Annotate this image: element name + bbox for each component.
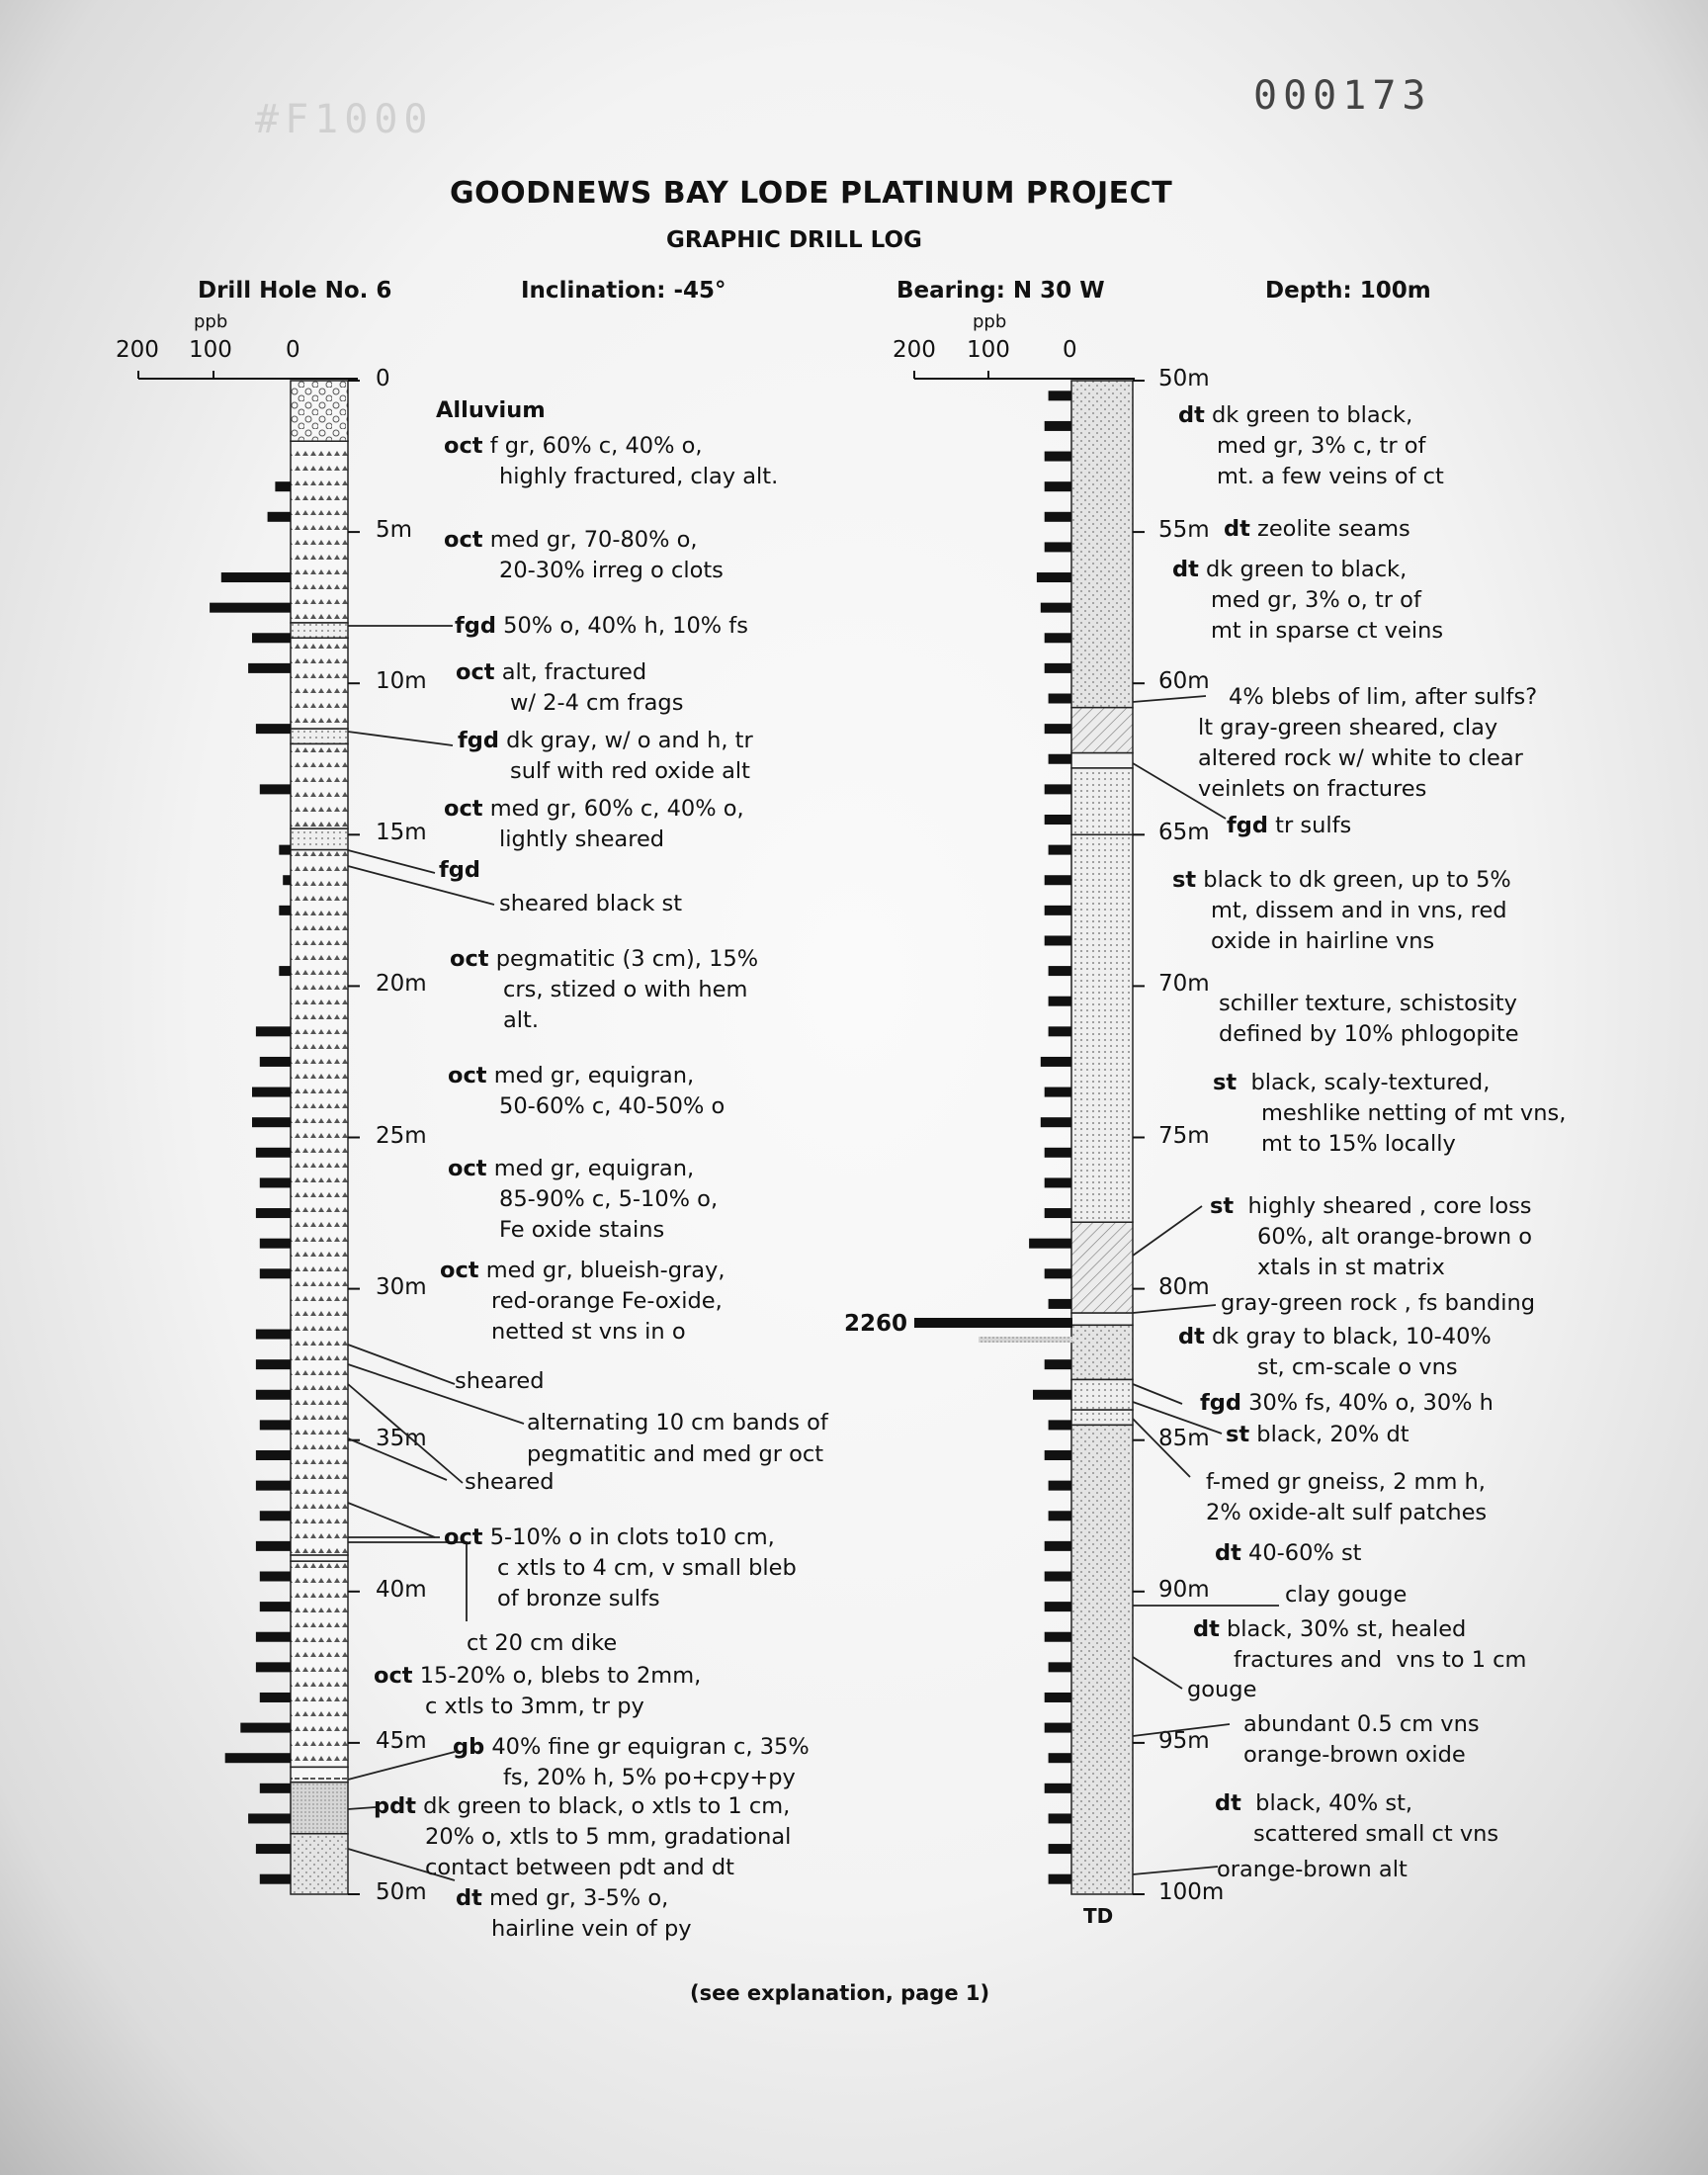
note-r-gneiss: f-med gr gneiss, 2 mm h,	[1206, 1469, 1486, 1495]
left-assay-bar-6m	[221, 572, 291, 582]
note-alternating-bands-line2: pegmatitic and med gr oct	[527, 1441, 824, 1467]
right-assay-bar-86m	[1049, 1481, 1071, 1491]
left-assay-bar-28m	[260, 1239, 291, 1249]
note-oct-8-line3: netted st vns in o	[491, 1319, 686, 1345]
td-label: TD	[1083, 1904, 1114, 1928]
right-depth-label-1: 55m	[1158, 517, 1210, 544]
right-assay-bar-84m	[1049, 1420, 1071, 1430]
note-r-dt-2: dt dk green to black,	[1172, 557, 1408, 582]
note-gb-line2: fs, 20% h, 5% po+cpy+py	[503, 1765, 796, 1790]
right-lithology-st-4	[1071, 834, 1133, 1222]
left-assay-bar-26m	[260, 1177, 291, 1187]
right-lithology-st-sheared-5	[1071, 1222, 1133, 1313]
right-depth-label-9: 95m	[1158, 1727, 1210, 1754]
right-depth-label-6: 80m	[1158, 1273, 1210, 1300]
right-assay-bar-62m	[1049, 754, 1071, 764]
right-assay-bar-53m	[1045, 481, 1071, 491]
note-r-st-2-line3: mt to 15% locally	[1261, 1131, 1456, 1157]
page-title: GOODNEWS BAY LODE PLATINUM PROJECT	[450, 176, 1173, 211]
left-lithology-oct-9	[291, 1561, 348, 1767]
right-assay-bar-93m	[1045, 1693, 1071, 1702]
note-oct-1-line2: highly fractured, clay alt.	[499, 464, 779, 489]
note-r-st-2-line2: meshlike netting of mt vns,	[1261, 1100, 1567, 1126]
note-r-st-2: st black, scaly-textured,	[1213, 1070, 1491, 1095]
bearing: Bearing: N 30 W	[897, 278, 1105, 304]
right-depth-label-7: 85m	[1158, 1425, 1210, 1451]
right-assay-bar-91m	[1045, 1632, 1071, 1642]
note-sheared-black-st: sheared black st	[499, 891, 683, 916]
left-assay-bar-35m	[256, 1450, 291, 1460]
left-assay-bar-36m	[256, 1481, 291, 1491]
right-assay-bar-69m	[1049, 966, 1071, 976]
note-r-fgd-1: fgd tr sulfs	[1227, 813, 1352, 838]
note-r-schiller: schiller texture, schistosity	[1219, 991, 1517, 1016]
left-depth-label-4: 20m	[376, 971, 427, 998]
tick-0-right: 0	[1063, 337, 1077, 363]
note-r-dt-3: dt dk gray to black, 10-40%	[1178, 1324, 1492, 1349]
right-assay-bar-85m	[1045, 1450, 1071, 1460]
left-lithology-fgd-4	[291, 729, 348, 743]
right-assay-bar-52m	[1045, 452, 1071, 462]
note-r-dt-3-line2: st, cm-scale o vns	[1257, 1354, 1458, 1380]
note-alternating-bands: alternating 10 cm bands of	[527, 1410, 828, 1436]
left-lithology-alluvium-0	[291, 381, 348, 441]
right-assay-bar-65m	[1049, 845, 1071, 855]
right-assay-bar-99m	[1049, 1874, 1071, 1884]
note-pdt-line3: contact between pdt and dt	[425, 1855, 734, 1880]
note-r-st-3-line2: 60%, alt orange-brown o	[1257, 1224, 1533, 1250]
note-fgd-1: fgd 50% o, 40% h, 10% fs	[455, 613, 748, 639]
note-sheared-2: sheared	[465, 1469, 555, 1495]
left-assay-bar-46m	[260, 1784, 291, 1793]
note-pdt: pdt dk green to black, o xtls to 1 cm,	[374, 1793, 791, 1819]
note-r-blebs: 4% blebs of lim, after sulfs?	[1229, 684, 1538, 710]
right-assay-bar-97m	[1049, 1813, 1071, 1823]
tick-200-right: 200	[893, 337, 936, 363]
right-assay-bar-82m	[1045, 1359, 1071, 1369]
note-r-dt-5-line2: fractures and vns to 1 cm	[1234, 1647, 1527, 1673]
right-assay-bar-57m	[1041, 603, 1071, 613]
right-lithology-sheared-1	[1071, 708, 1133, 753]
left-assay-bar-22m	[260, 1057, 291, 1067]
left-assay-bar-29m	[260, 1268, 291, 1278]
note-oct-8-line2: red-orange Fe-oxide,	[491, 1288, 723, 1314]
peak-assay-bar	[914, 1318, 1072, 1328]
note-oct-2-line2: 20-30% irreg o clots	[499, 558, 724, 583]
note-oct-7: oct med gr, equigran,	[448, 1156, 695, 1181]
right-assay-bar-59m	[1045, 663, 1071, 673]
note-r-gray-green: gray-green rock , fs banding	[1221, 1290, 1536, 1316]
left-depth-label-8: 40m	[376, 1576, 427, 1603]
right-depth-label-5: 75m	[1158, 1122, 1210, 1149]
left-depth-label-7: 35m	[376, 1425, 427, 1451]
left-assay-bar-45m	[225, 1753, 291, 1763]
left-assay-bar-11m	[256, 724, 291, 734]
note-r-dt-1-line3: mt. a few veins of ct	[1217, 464, 1444, 489]
page-subtitle: GRAPHIC DRILL LOG	[666, 227, 922, 253]
peak-value-label: 2260	[844, 1311, 908, 1337]
note-fgd-2-line2: sulf with red oxide alt	[510, 758, 751, 784]
note-oct-1: oct f gr, 60% c, 40% o,	[444, 433, 703, 459]
tick-100-right: 100	[967, 337, 1010, 363]
left-assay-bar-48m	[256, 1844, 291, 1854]
note-r-dt-6-line2: scattered small ct vns	[1253, 1821, 1499, 1847]
left-assay-bar-7m	[210, 603, 291, 613]
note-dt-left-line2: hairline vein of py	[491, 1916, 692, 1942]
note-r-blebs-line2: lt gray-green sheared, clay	[1198, 715, 1498, 740]
right-assay-bar-98m	[1049, 1844, 1071, 1854]
note-oct-8: oct med gr, blueish-gray,	[440, 1258, 726, 1283]
right-depth-label-2: 60m	[1158, 668, 1210, 695]
left-assay-bar-21m	[256, 1026, 291, 1036]
ppb-label-left: ppb	[194, 311, 228, 332]
right-assay-bar-68m	[1045, 935, 1071, 945]
left-assay-bar-8m	[252, 633, 291, 643]
note-oct-7-line2: 85-90% c, 5-10% o,	[499, 1186, 719, 1212]
note-oct-10: oct 15-20% o, blebs to 2mm,	[374, 1663, 702, 1689]
right-assay-bar-54m	[1045, 512, 1071, 522]
right-assay-bar-90m	[1045, 1602, 1071, 1611]
left-depth-label-10: 50m	[376, 1879, 427, 1905]
note-dt-left: dt med gr, 3-5% o,	[456, 1885, 669, 1911]
left-lithology-fgd-6	[291, 828, 348, 849]
right-assay-bars	[1029, 391, 1071, 1883]
left-lithology-oct-3	[291, 638, 348, 729]
right-lithology-dt-10	[1071, 1425, 1133, 1894]
right-assay-bar-64m	[1045, 815, 1071, 825]
note-oct-10-line2: c xtls to 3mm, tr py	[425, 1694, 644, 1719]
tick-100-left: 100	[189, 337, 232, 363]
tick-0-left: 0	[286, 337, 300, 363]
left-assay-bar-44m	[240, 1723, 291, 1733]
right-assay-bar-95m	[1049, 1753, 1071, 1763]
right-assay-bar-55m	[1045, 542, 1071, 552]
left-depth-label-5: 25m	[376, 1122, 427, 1149]
left-assay-bar-41m	[256, 1632, 291, 1642]
note-oct-6-line2: 50-60% c, 40-50% o	[499, 1093, 726, 1119]
note-oct-3-line2: w/ 2-4 cm frags	[510, 690, 684, 716]
note-r-st-1-line2: mt, dissem and in vns, red	[1211, 898, 1507, 923]
note-fgd-2: fgd dk gray, w/ o and h, tr	[458, 728, 753, 753]
left-assay-bar-33m	[256, 1390, 291, 1400]
right-assay-bar-83m	[1033, 1390, 1071, 1400]
tick-200-left: 200	[116, 337, 159, 363]
right-assay-bar-94m	[1045, 1723, 1071, 1733]
right-depth-label-8: 90m	[1158, 1576, 1210, 1603]
right-assay-bar-80m	[1049, 1299, 1071, 1309]
right-assay-bar-77m	[1045, 1208, 1071, 1218]
note-oct-5-line3: alt.	[503, 1007, 540, 1033]
left-lithology-oct-5	[291, 743, 348, 828]
left-assay-bars	[210, 481, 291, 1884]
left-assay-bar-31m	[256, 1330, 291, 1340]
right-assay-bar-76m	[1045, 1177, 1071, 1187]
note-r-abundant-vns: abundant 0.5 cm vns	[1243, 1711, 1480, 1737]
footer-note: (see explanation, page 1)	[690, 1981, 990, 2005]
right-assay-bar-78m	[1029, 1239, 1071, 1249]
right-lithology-dt-7	[1071, 1325, 1133, 1379]
left-assay-bar-25m	[256, 1148, 291, 1158]
right-assay-bar-75m	[1045, 1148, 1071, 1158]
left-assay-bar-13m	[260, 784, 291, 794]
note-pdt-line2: 20% o, xtls to 5 mm, gradational	[425, 1824, 792, 1850]
note-oct-4-line2: lightly sheared	[499, 826, 665, 852]
left-lithology-column	[291, 381, 360, 1894]
total-depth: Depth: 100m	[1265, 278, 1431, 304]
right-assay-bar-71m	[1049, 1026, 1071, 1036]
right-depth-label-3: 65m	[1158, 820, 1210, 846]
right-assay-bar-89m	[1045, 1571, 1071, 1581]
left-assay-bar-15m	[279, 845, 291, 855]
right-assay-bar-51m	[1045, 421, 1071, 431]
right-assay-bar-58m	[1045, 633, 1071, 643]
note-fgd-3: fgd	[439, 857, 481, 883]
left-assay-bar-23m	[252, 1088, 291, 1097]
left-assay-bar-17m	[279, 906, 291, 915]
left-depth-label-0: 0	[376, 366, 390, 392]
right-assay-bar-88m	[1045, 1541, 1071, 1551]
left-assay-bar-34m	[260, 1420, 291, 1430]
left-lithology-gb-10	[291, 1767, 348, 1782]
right-assay-bar-66m	[1045, 875, 1071, 885]
note-r-blebs-line3: altered rock w/ white to clear	[1198, 745, 1523, 771]
left-depth-label-2: 10m	[376, 668, 427, 695]
right-lithology-st-9	[1071, 1410, 1133, 1425]
note-r-dt-5: dt black, 30% st, healed	[1193, 1616, 1467, 1642]
left-lithology-dt-12	[291, 1834, 348, 1894]
left-assay-bar-47m	[248, 1813, 291, 1823]
right-lithology-gray-green-rock-6	[1071, 1313, 1133, 1325]
left-assay-bar-16m	[283, 875, 291, 885]
ghost-stamp: #F1000	[255, 97, 434, 142]
right-depth-label-4: 70m	[1158, 971, 1210, 998]
note-r-st-1: st black to dk green, up to 5%	[1172, 867, 1511, 893]
note-oct-6: oct med gr, equigran,	[448, 1063, 695, 1088]
note-r-st-1-line3: oxide in hairline vns	[1211, 928, 1435, 954]
note-oct-9-line2: c xtls to 4 cm, v small bleb	[497, 1555, 797, 1581]
left-lithology-ct-8	[291, 1555, 348, 1561]
right-assay-bar-50m	[1049, 391, 1071, 400]
note-alluvium: Alluvium	[436, 397, 546, 423]
ppb-label-right: ppb	[973, 311, 1007, 332]
note-r-orange-brown-alt: orange-brown alt	[1217, 1857, 1408, 1882]
right-assay-bar-72m	[1041, 1057, 1071, 1067]
note-r-dt-zeolite: dt zeolite seams	[1224, 516, 1410, 542]
left-assay-bar-32m	[256, 1359, 291, 1369]
left-assay-bar-49m	[260, 1874, 291, 1884]
left-assay-bar-43m	[260, 1693, 291, 1702]
right-lithology-veinlets-2	[1071, 753, 1133, 768]
drill-hole-number: Drill Hole No. 6	[198, 278, 392, 304]
note-oct-5: oct pegmatitic (3 cm), 15%	[450, 946, 759, 972]
note-r-dt-2-line2: med gr, 3% o, tr of	[1211, 587, 1421, 613]
note-oct-7-line3: Fe oxide stains	[499, 1217, 665, 1243]
left-depth-label-3: 15m	[376, 820, 427, 846]
note-oct-9: oct 5-10% o in clots to10 cm,	[444, 1524, 775, 1550]
note-r-dt-1: dt dk green to black,	[1178, 402, 1413, 428]
note-r-dt-4: dt 40-60% st	[1215, 1540, 1362, 1566]
right-lithology-column	[1071, 381, 1145, 1894]
document-number: 000173	[1253, 73, 1432, 119]
inclination: Inclination: -45°	[521, 278, 726, 304]
right-assay-bar-87m	[1049, 1511, 1071, 1521]
left-lithology-oct-1	[291, 441, 348, 623]
peak-assay-shadow	[979, 1337, 1072, 1343]
right-lithology-fgd-3	[1071, 768, 1133, 834]
left-assay-bar-9m	[248, 663, 291, 673]
left-assay-bar-38m	[256, 1541, 291, 1551]
note-r-abundant-vns-line2: orange-brown oxide	[1243, 1742, 1466, 1768]
left-assay-bar-27m	[256, 1208, 291, 1218]
right-assay-bar-61m	[1045, 724, 1071, 734]
note-gb: gb 40% fine gr equigran c, 35%	[453, 1734, 810, 1760]
note-oct-3: oct alt, fractured	[456, 659, 647, 685]
right-assay-bar-60m	[1049, 694, 1071, 704]
note-oct-4: oct med gr, 60% c, 40% o,	[444, 796, 744, 822]
left-depth-label-9: 45m	[376, 1727, 427, 1754]
right-lithology-fgd-8	[1071, 1379, 1133, 1410]
right-assay-bar-79m	[1045, 1268, 1071, 1278]
note-r-dt-6: dt black, 40% st,	[1215, 1790, 1413, 1816]
right-assay-bar-96m	[1045, 1784, 1071, 1793]
left-assay-bar-40m	[260, 1602, 291, 1611]
right-depth-label-0: 50m	[1158, 366, 1210, 392]
right-assay-bar-73m	[1045, 1088, 1071, 1097]
note-r-fgd-2: fgd 30% fs, 40% o, 30% h	[1200, 1390, 1494, 1416]
note-sheared-1: sheared	[455, 1368, 545, 1394]
left-assay-bar-37m	[260, 1511, 291, 1521]
left-assay-bar-4m	[268, 512, 291, 522]
note-ct-dike: ct 20 cm dike	[467, 1630, 618, 1656]
left-assay-bar-19m	[279, 966, 291, 976]
note-r-dt-1-line2: med gr, 3% c, tr of	[1217, 433, 1426, 459]
note-r-st-4: st black, 20% dt	[1226, 1422, 1409, 1447]
note-r-dt-2-line3: mt in sparse ct veins	[1211, 618, 1444, 644]
note-oct-2: oct med gr, 70-80% o,	[444, 527, 698, 553]
note-r-gouge: gouge	[1187, 1677, 1257, 1702]
right-lithology-dt-0	[1071, 381, 1133, 708]
left-assay-bar-3m	[275, 481, 291, 491]
left-assay-bar-24m	[252, 1117, 291, 1127]
note-r-st-3-line3: xtals in st matrix	[1257, 1255, 1445, 1280]
left-lithology-oct-7	[291, 850, 348, 1555]
right-depth-label-10: 100m	[1158, 1879, 1225, 1905]
note-r-st-3: st highly sheared , core loss	[1210, 1193, 1532, 1219]
left-depth-label-1: 5m	[376, 517, 413, 544]
left-assay-bar-42m	[256, 1662, 291, 1672]
note-r-blebs-line4: veinlets on fractures	[1198, 776, 1427, 802]
left-assay-bar-39m	[260, 1571, 291, 1581]
right-assay-bar-92m	[1049, 1662, 1071, 1672]
right-assay-bar-63m	[1045, 784, 1071, 794]
note-oct-9-line3: of bronze sulfs	[497, 1586, 660, 1611]
right-assay-bar-70m	[1049, 997, 1071, 1006]
note-r-schiller-line2: defined by 10% phlogopite	[1219, 1021, 1519, 1047]
left-depth-label-6: 30m	[376, 1273, 427, 1300]
note-r-gneiss-line2: 2% oxide-alt sulf patches	[1206, 1500, 1488, 1525]
right-assay-bar-74m	[1041, 1117, 1071, 1127]
right-assay-bar-56m	[1037, 572, 1071, 582]
left-lithology-fgd-2	[291, 623, 348, 638]
note-r-clay-gouge: clay gouge	[1285, 1582, 1408, 1608]
note-oct-5-line2: crs, stized o with hem	[503, 977, 748, 1002]
left-lithology-pdt-11	[291, 1783, 348, 1834]
right-assay-bar-67m	[1045, 906, 1071, 915]
